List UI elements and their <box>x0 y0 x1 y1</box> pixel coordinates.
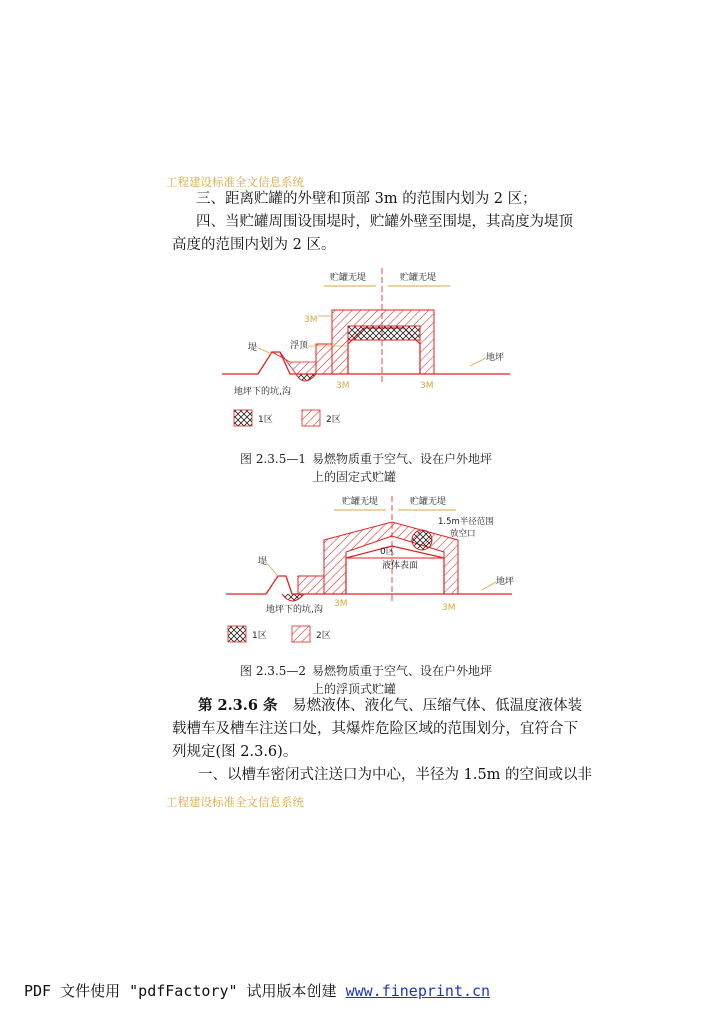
fig1-pit <box>296 374 316 381</box>
fig2-label-right: 贮罐无堤 <box>410 497 447 507</box>
fig1-legend-zone1: 1区 <box>258 415 273 425</box>
fig1-caption-num: 图 2.3.5—1 <box>240 452 306 466</box>
fig1-label-floating-roof: 浮顶 <box>290 341 309 351</box>
fig2-label-pit: 地坪下的坑,沟 <box>266 605 323 615</box>
fig1-dim-3m-left: 3M <box>336 381 350 391</box>
fig1-label-ground: 地坪 <box>486 353 505 363</box>
paragraph-item-3: 三、距离贮罐的外壁和顶部 3m 的范围内划为 2 区； <box>196 191 537 207</box>
article-line1: 易燃液体、液化气、压缩气体、低温度液体装 <box>292 698 583 714</box>
fig1-label-right: 贮罐无堤 <box>400 273 437 283</box>
fig1-ground-line <box>222 352 510 374</box>
fig2-vent-zone1 <box>412 530 432 550</box>
pdf-footer <box>24 980 490 1001</box>
fig1-dim-3m-top: 3M <box>304 315 318 325</box>
article-line4: 一、以槽车密闭式注送口为中心，半径为 1.5m 的空间或以非 <box>198 767 593 783</box>
fig2-pit <box>282 594 304 601</box>
fig2-label-radius: 1.5m半径范围 <box>438 517 494 527</box>
fig2-dim-3m-left: 3M <box>334 599 348 609</box>
fig1-label-pit: 地坪下的坑,沟 <box>234 387 291 397</box>
fig1-legend-zone2: 2区 <box>326 415 341 425</box>
fig2-legend-zone2-swatch <box>292 626 310 642</box>
fig2-label-left: 贮罐无堤 <box>342 497 379 507</box>
fig2-caption-num: 图 2.3.5—2 <box>240 664 306 678</box>
fig2-ground-line <box>226 576 515 594</box>
fig2-legend-zone1: 1区 <box>252 631 267 641</box>
pdf-footer-prefix: PDF 文件使用 "pdfFactory" 试用版本创建 <box>24 982 337 1000</box>
fig1-caption-line1: 易燃物质重于空气、设在户外地坪 <box>312 452 493 466</box>
fig1-caption-line2: 上的固定式贮罐 <box>312 470 397 484</box>
fineprint-link[interactable]: www.fineprint.cn <box>345 982 491 1000</box>
fig2-label-liquid: 液体表面 <box>382 561 419 571</box>
fig2-legend-zone2: 2区 <box>316 631 331 641</box>
fig1-legend-zone2-swatch <box>302 410 320 426</box>
fig1-label-dike: 堤 <box>248 343 258 353</box>
figure-2-diagram <box>222 492 522 652</box>
fig1-label-left: 贮罐无堤 <box>330 273 367 283</box>
fig2-dim-3m-right: 3M <box>442 603 456 613</box>
fig1-legend-zone1-swatch <box>234 410 252 426</box>
fig2-label-dike: 堤 <box>258 557 268 567</box>
header-system-label: 工程建设标准全文信息系统 <box>166 175 304 189</box>
footer-system-label: 工程建设标准全文信息系统 <box>166 795 304 809</box>
fig2-label-zone0: 0区 <box>380 547 395 557</box>
paragraph-item-4-line-1: 四、当贮罐周围设围堤时，贮罐外壁至围堤，其高度为堤顶 <box>196 214 573 230</box>
fig2-caption-line2: 上的浮顶式贮罐 <box>312 682 397 696</box>
fig2-legend-zone1-swatch <box>228 626 246 642</box>
figure-1-diagram <box>220 264 520 434</box>
fig1-zone1-roof <box>348 326 420 340</box>
article-line3: 列规定(图 2.3.6)。 <box>172 744 298 760</box>
article-number: 第 2.3.6 条 <box>198 697 278 714</box>
fig2-caption-line1: 易燃物质重于空气、设在户外地坪 <box>312 664 493 678</box>
fig2-label-ground: 地坪 <box>496 577 515 587</box>
article-line2: 载槽车及槽车注送口处，其爆炸危险区域的范围划分，宜符合下 <box>172 721 578 737</box>
fig2-label-vent: 放空口 <box>450 529 476 539</box>
paragraph-item-4-line-2: 高度的范围内划为 2 区。 <box>172 237 336 253</box>
fig1-dim-3m-right: 3M <box>420 381 434 391</box>
